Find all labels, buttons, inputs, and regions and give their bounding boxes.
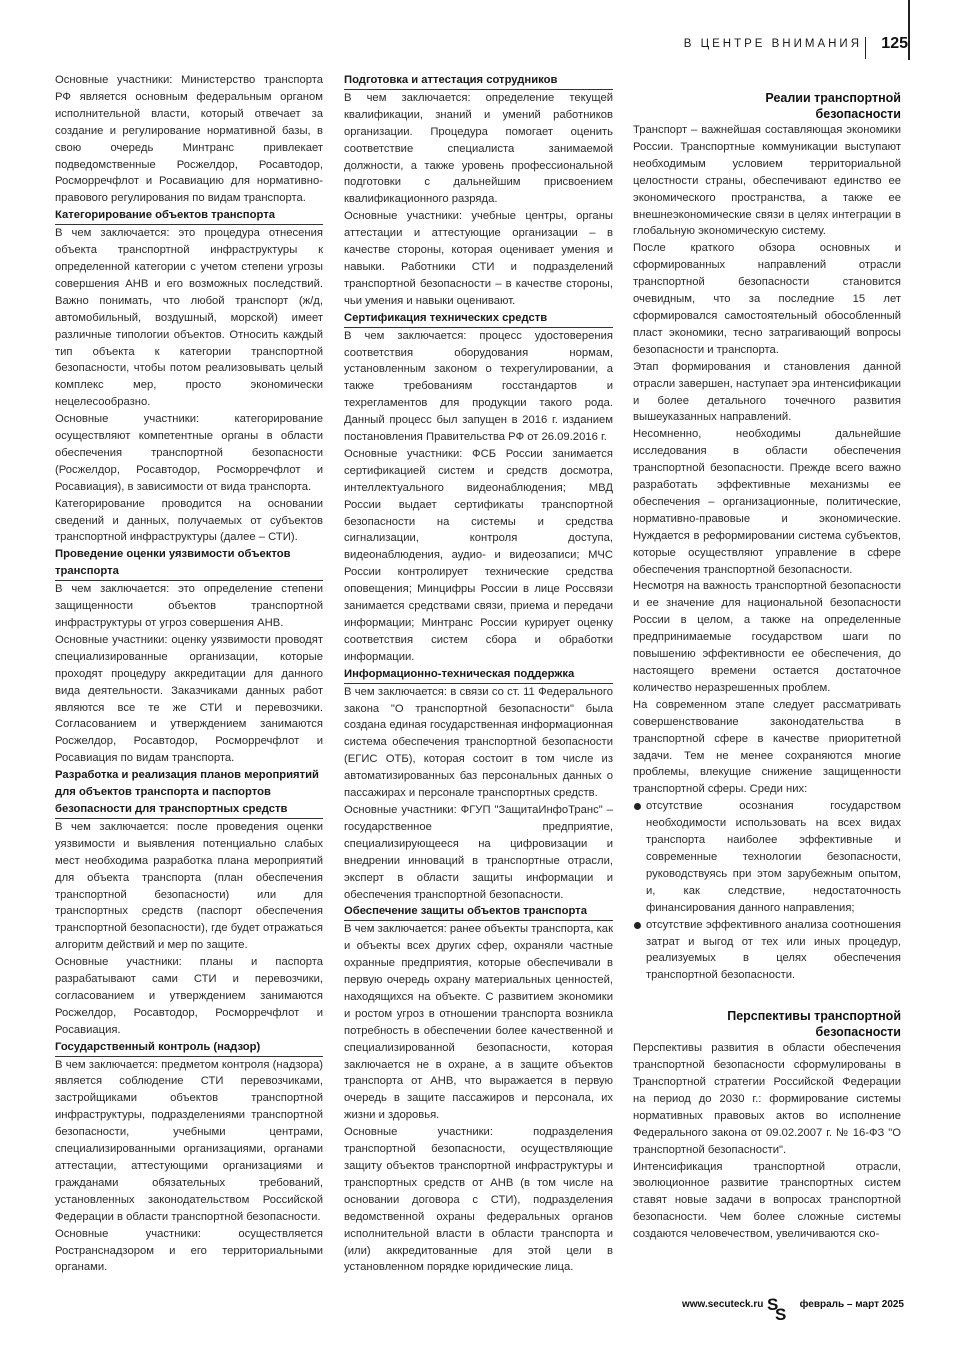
section-label: В ЦЕНТРЕ ВНИМАНИЯ (683, 38, 862, 50)
page-number: 125 (881, 35, 908, 52)
list-item: отсутствие осознания государством необходимости использовать на всех видах транспорта наиболее эффективные и современные технологии безопасности, руководствуясь при этом зарубежным опытом, и, как следствие, недостаточность финансирования данного направления; (633, 798, 901, 916)
header-divider (865, 37, 867, 59)
running-header (628, 37, 910, 57)
paragraph: В чем заключается: определение текущей квалификации, знаний и умений работников организации. Процедура помогает оценить соответствие специалиста занимаемой должности, а также уровень профессиональной подготовки с дальнейшим присвоением квалификационного разряда. (344, 91, 613, 206)
column-1 (55, 72, 323, 1276)
subheading: Проведение оценки уязвимости объектов транспорта (55, 546, 323, 581)
section-title-line-2: безопасности (815, 1025, 901, 1040)
paragraph: Несмотря на важность транспортной безопасности и ее значение для национальной безопасности России в целом, а также на определенные предпринимаемые государством шаги по повышению эффективности ее обеспечения, до настоящего времени остается достаточное количество неразрешенных проблем. (633, 580, 901, 694)
website-link[interactable]: www.secuteck.ru (682, 1299, 764, 1310)
column-3 (633, 90, 901, 1243)
subheading: Категорирование объектов транспорта (55, 207, 323, 225)
subheading: Информационно-техническая поддержка (344, 666, 613, 684)
subheading: Государственный контроль (надзор) (55, 1039, 323, 1057)
paragraph: В чем заключается: это процедура отнесения объекта транспортной инфраструктуры к определенной категории с учетом степени угрозы совершения АНВ и его возможных последствий. Важно понимать, что любой транспорт (ж/д, автомобильный, воздушный, морской) имеет различные типологии объектов. Относить каждый тип объекта к категории транспортной безопасности, чтобы потом реализовывать целый комплекс мер, просто экономически нецелесообразно. (55, 227, 323, 409)
list-item: отсутствие эффективного анализа соотношения затрат и выгод от тех или иных процедур, реализуемых в целях обеспечения транспортной безопасности. (633, 917, 901, 985)
page-footer (682, 1296, 904, 1326)
paragraph: Интенсификация транспортной отрасли, эволюционное развитие транспортных систем ставят новые задачи в вопросах транспортной безопасности. Чем более сложные системы создаются человечеством, увеличиваются ско- (633, 1160, 901, 1241)
section-title (633, 90, 901, 122)
paragraph: Основные участники: ФСБ России занимается сертификацией систем и средств досмотра, интеллектуального видеонаблюдения; МВД России выдает сертификаты транспортной безопасности на системы и средства сигнализации, контроля доступа, видеонаблюдения, аудио- и видеозаписи; МЧС России контролирует технические средства оповещения; Минцифры России в лице Россвязи занимается средствами связи, приема и передачи информации; Минтранс России курирует оценку соответствия систем сбора и обработки информации. (344, 447, 613, 663)
paragraph: На современном этапе следует рассматривать совершенствование законодательства в транспортной сфере в качестве приоритетной задачи. Тем не менее сохраняются многие проблемы, влекущие снижение защищенности транспортной сферы. Среди них: (633, 698, 901, 796)
paragraph: В чем заключается: ранее объекты транспорта, как и объекты всех других сфер, охраняли частные охранные предприятия, которые обеспечивали в первую очередь охрану материальных ценностей, находящихся на объекте. С развитием экономики и ростом угроз в отношении транспорта возникла потребность в обеспечении более качественной и специализированной безопасности, которая заключается не в охране, а в защите объектов транспорта от АНВ, что выражается в первую очередь в защите пассажиров и персонала, их жизни и здоровья. (344, 923, 613, 1122)
paragraph: В чем заключается: в связи со ст. 11 Федерального закона "О транспортной безопасности" была создана единая государственная информационная система обеспечения транспортной безопасности (ЕГИС ОТБ), которая состоит в том числе из автоматизированных баз персональных данных о пассажирах и персонале транспортных средств. (344, 685, 613, 800)
subheading: Подготовка и аттестация сотрудников (344, 72, 613, 90)
issue-date: февраль – март 2025 (799, 1299, 904, 1310)
paragraph: Основные участники: планы и паспорта разрабатывают сами СТИ и перевозчики, согласованием и утверждением занимаются Росжелдор, Росавтодор, Росморречфлот и Росавиация. (55, 956, 323, 1036)
subheading: Обеспечение защиты объектов транспорта (344, 903, 613, 921)
logo-letter: S (767, 1295, 779, 1314)
subheading: Разработка и реализация планов мероприятий для объектов транспорта и паспортов безопасности для транспортных средств (55, 767, 323, 819)
paragraph: Категорирование проводится на основании сведений и данных, получаемых от субъектов транспортной инфраструктуры (далее – СТИ). (55, 497, 323, 544)
column-2 (344, 72, 613, 1276)
paragraph: Транспорт – важнейшая составляющая экономики России. Транспортные коммуникации выступают необходимым условием территориальной целостности страны, обеспечивают единство ее экономического пространства, а также ее внешнеэкономические связи в целях интеграции в глобальную экономическую систему. (633, 124, 901, 238)
logo-letter: S (775, 1305, 787, 1322)
paragraph: Основные участники: категорирование осуществляют компетентные органы в области обеспечения транспортной безопасности (Росжелдор, Росавтодор, Росморречфлот и Росавиация), в зависимости от вида транспорта. (55, 413, 323, 493)
paragraph: Основные участники: учебные центры, органы аттестации и аттестующие организации – в качестве стороны, которая оценивает умения и навыки. Работники СТИ и подразделений транспортной безопасности – в качестве стороны, чьи умения и навыки оценивают. (344, 210, 613, 307)
paragraph: Несомненно, необходимы дальнейшие исследования в области обеспечения транспортной безопасности. Прежде всего важно разработать эффективные механизмы ее обеспечения – организационные, политические, нормативно-правовые и экономические. Нуждается в реформировании система субъектов, которые осуществляют управление в сфере обеспечения транспортной безопасности. (633, 428, 901, 576)
bullet-list (633, 798, 901, 984)
paragraph: После краткого обзора основных и сформированных направлений отрасли транспортной безопасности становится очевидным, что за последние 15 лет сформировался самостоятельный обособленный пласт экономики, тесно затрагивающий вопросы безопасности и транспорта. (633, 242, 901, 356)
section-spacer (633, 984, 901, 1008)
paragraph: Основные участники: осуществляется Ространснадзором и его территориальными органами. (55, 1227, 323, 1274)
paragraph: Этап формирования и становления данной отрасли завершен, наступает эра интенсификации и более детального точечного развития вышеуказанных направлений. (633, 360, 901, 424)
paragraph: В чем заключается: предметом контроля (надзора) является соблюдение СТИ перевозчиками, застройщиками объектов транспортной инфраструктуры, подразделениями транспортной безопасности, учебными центрами, специализированными организациями, органами аттестации, аттестующими организациями и гражданами обязательных требований, установленных законодательством Российской Федерации в области транспортной безопасности. (55, 1058, 323, 1223)
paragraph: В чем заключается: после проведения оценки уязвимости и выявления потенциально слабых мест необходима разработка плана мероприятий для объекта транспорта (план обеспечения транспортной безопасности) или для транспортных средств (паспорт обеспечения транспортной безопасности), где будет отражаться алгоритм действий и мер по защите. (55, 820, 323, 952)
subheading: Сертификация технических средств (344, 310, 613, 328)
section-title-line-1: Реалии транспортной (765, 91, 901, 105)
magazine-logo-icon (766, 1294, 792, 1322)
paragraph: Основные участники: ФГУП "ЗащитаИнфоТранс" – государственное предприятие, специализирующееся на цифровизации и внедрении инноваций в транспортные отрасли, эксперт в области защиты информации и обеспечения транспортной безопасности. (344, 803, 613, 901)
section-title-line-1: Перспективы транспортной (727, 1009, 901, 1024)
section-title-line-2: безопасности (815, 107, 901, 121)
paragraph: В чем заключается: это определение степени защищенности объектов транспортной инфраструктуры от угроз совершения АНВ. (55, 583, 323, 629)
section-title (633, 1008, 901, 1040)
paragraph: Основные участники: подразделения транспортной безопасности, осуществляющие защиту объектов транспортной инфраструктуры и транспортных средств от АНВ (в том числе на основании договора с СТИ), подразделения ведомственной охраны федеральных органов исполнительной власти в области транспорта и (или) аккредитованные для этой цели в установленном порядке юридические лица. (344, 1126, 613, 1274)
paragraph: Основные участники: Министерство транспорта РФ является основным федеральным органом исполнительной власти, который отвечает за создание и регулирование нормативной базы, в свою очередь Минтранс привлекает подведомственные Росжелдор, Росавтодор, Росморречфлот и Росавиацию для нормативно-правового регулирования по видам транспорта. (55, 74, 323, 205)
paragraph: Перспективы развития в области обеспечения транспортной безопасности сформулированы в Транспортной стратегии Российской Федерации на период до 2030 г.: формирование системы нормативных правовых актов во исполнение Федерального закона от 09.02.2007 г. № 16-ФЗ "О транспортной безопасности". (633, 1042, 901, 1156)
paragraph: Основные участники: оценку уязвимости проводят специализированные организации, которые проходят процедуру аккредитации для данного вида деятельности. Заказчиками данных работ являются все те же СТИ и перевозчики. Согласованием и утверждением занимаются Росжелдор, Росавтодор, Росморречфлот и Росавиация по видам транспорта. (55, 633, 323, 765)
paragraph: В чем заключается: процесс удостоверения соответствия оборудования нормам, установленным законом о техрегулировании, а также требованиям госстандартов и техрегламентов для продукции такого рода. Данный процесс был запущен в 2016 г. изданием постановления Правительства РФ от 26.09.2016 г. (344, 329, 613, 444)
